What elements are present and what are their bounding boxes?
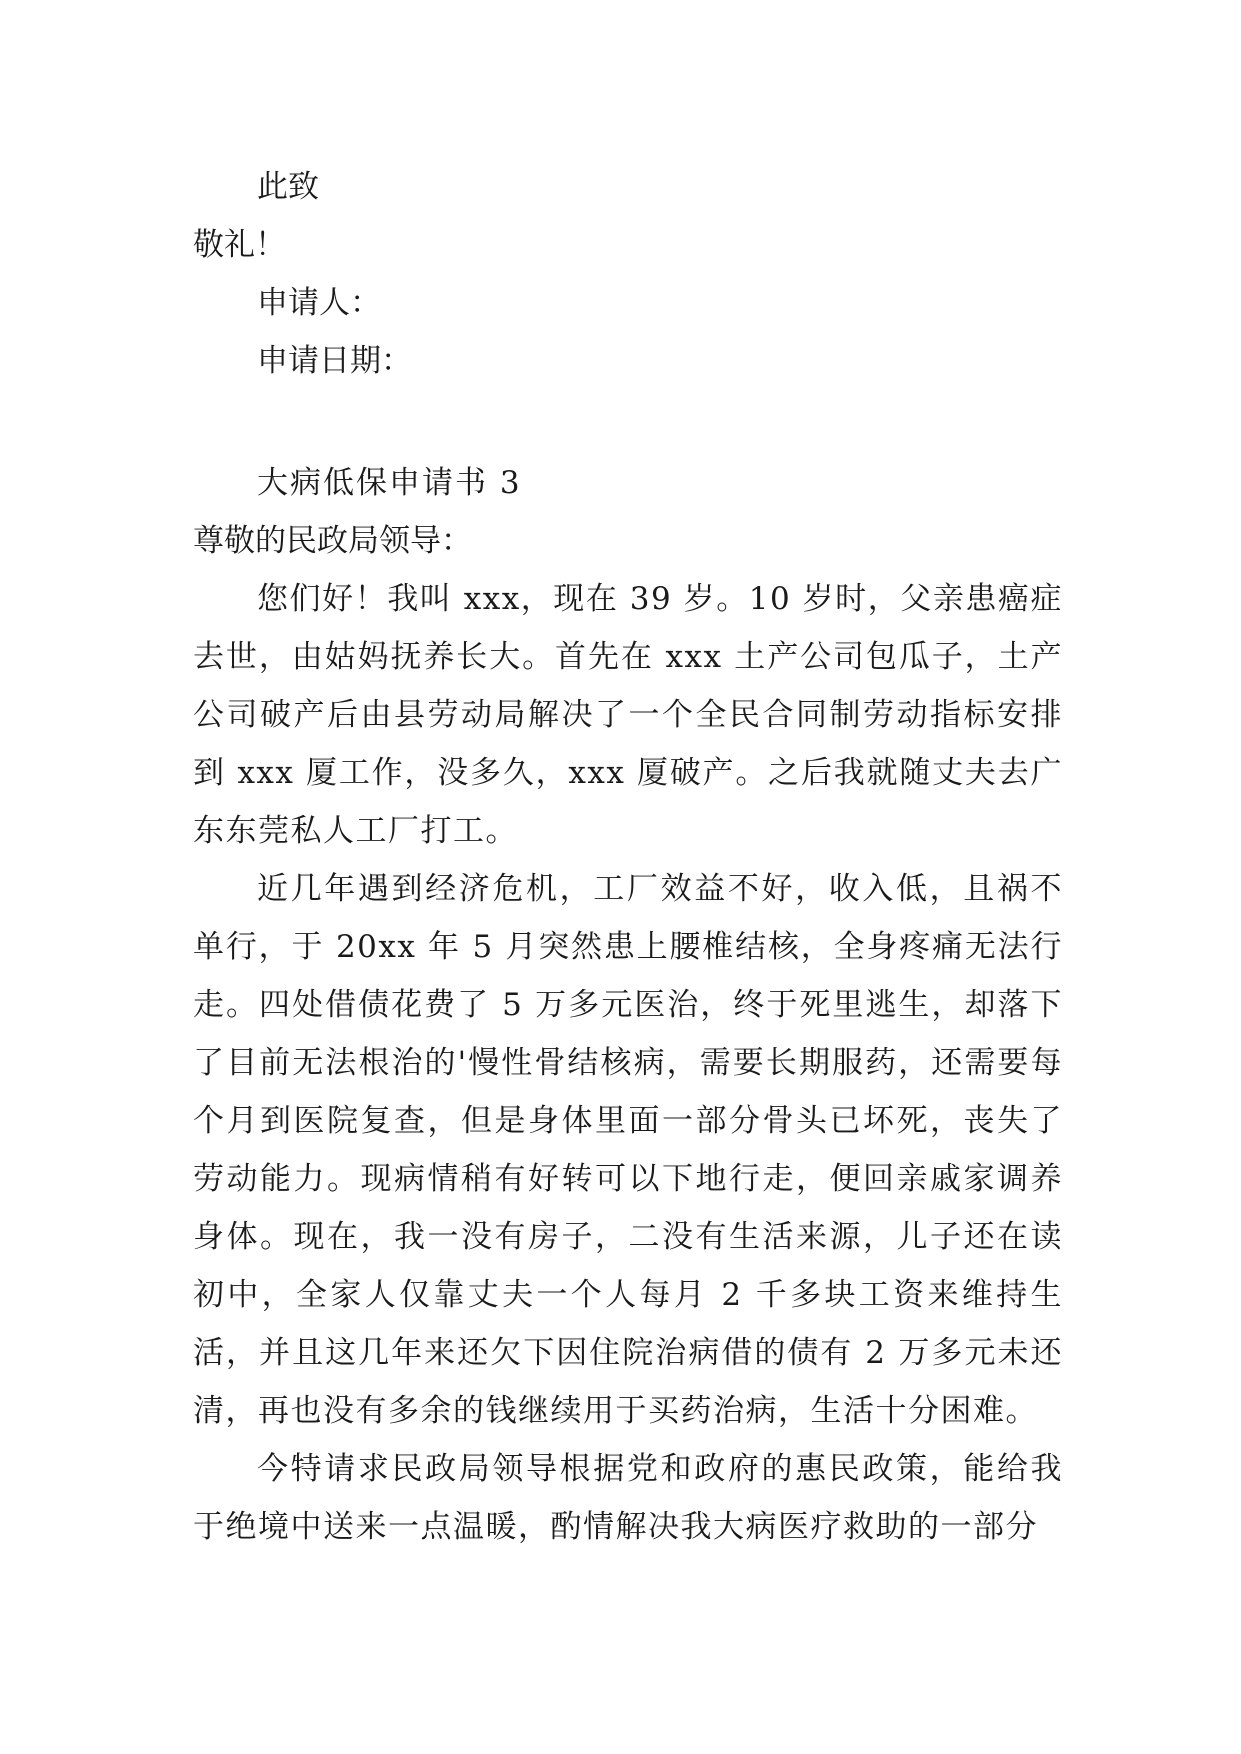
body-paragraph: 今特请求民政局领导根据党和政府的惠民政策，能给我于绝境中送来一点温暖，酌情解决我大病医疗救助的一部分 xyxy=(193,1451,1063,1545)
letter-addressee: 尊敬的民政局领导： xyxy=(193,523,472,559)
applicant-label: 申请人： xyxy=(257,285,381,321)
section-gap xyxy=(193,390,1063,454)
closing-salutation: 此致 xyxy=(257,169,319,205)
body-paragraph: 您们好！我叫 xxx，现在 39 岁。10 岁时，父亲患癌症去世，由姑妈抚养长大。首先在 xxx 土产公司包瓜子，土产公司破产后由县劳动局解决了一个全民合同制劳动指标安排到 xxx 厦工作，没多久，xxx 厦破产。之后我就随丈夫去广东东莞私人工厂打工。 xyxy=(193,581,1063,849)
body-paragraph: 近几年遇到经济危机，工厂效益不好，收入低，且祸不单行，于 20xx 年 5 月突然患上腰椎结核，全身疼痛无法行走。四处借债花费了 5 万多元医治，终于死里逃生，却落下了目前无法根治的'慢性骨结核病，需要长期服药，还需要每个月到医院复查，但是身体里面一部分骨头已坏死，丧失了劳动能力。现病情稍有好转可以下地行走，便回亲戚家调养身体。现在，我一没有房子，二没有生活来源，儿子还在读初中，全家人仅靠丈夫一个人每月 2 千多块工资来维持生活，并且这几年来还欠下因住院治病借的债有 2 万多元未还清，再也没有多余的钱继续用于买药治病，生活十分困难。 xyxy=(193,871,1063,1429)
closing-respect: 敬礼！ xyxy=(193,227,286,263)
application-date-label: 申请日期： xyxy=(257,343,412,379)
document-body xyxy=(193,158,1063,1556)
letter-title: 大病低保申请书 3 xyxy=(257,465,522,501)
